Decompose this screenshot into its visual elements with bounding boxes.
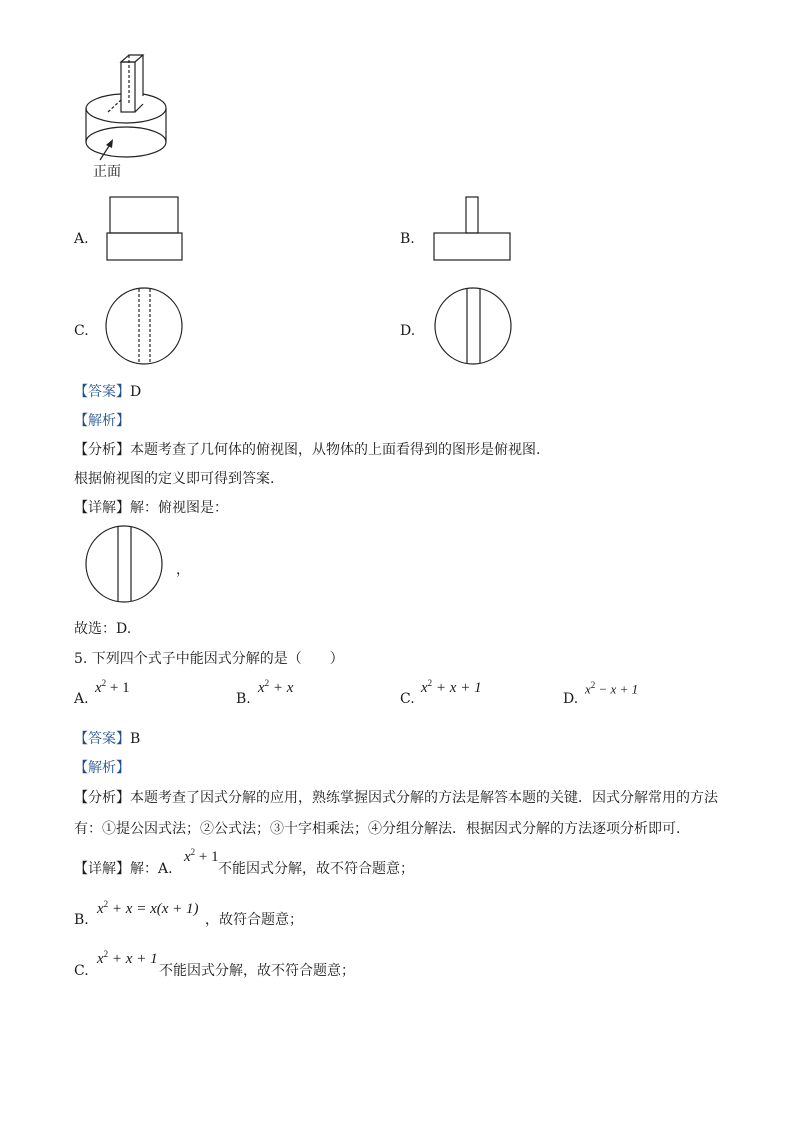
q4-detail: 【详解】解：俯视图是： [74, 500, 228, 516]
q4-analysis-heading: 【解析】 [74, 413, 130, 429]
q5-option-d-letter: D. [563, 691, 579, 707]
q5-detail-a-expr: $x^2 + 1$ [184, 847, 219, 865]
q5-detail-lead: 【详解】解：A. [74, 861, 173, 877]
q4-conclusion: 故选：D. [74, 621, 132, 637]
q5-detail-b-expr: $x^2 + x = x(x + 1)$ [97, 899, 199, 917]
option-b-letter: B. [400, 231, 415, 247]
q5-detail-c-letter: C. [74, 963, 89, 979]
q5-answer: 【答案】B [74, 731, 141, 747]
q4-analysis-line2: 根据俯视图的定义即可得到答案. [74, 471, 275, 487]
q5-option-d-expr: $x^2 - x + 1$ [585, 680, 639, 697]
option-a-letter: A. [74, 231, 89, 247]
q5-option-a-letter: A. [74, 691, 89, 707]
q5-stem: 5. 下列四个式子中能因式分解的是（ ） [74, 651, 344, 667]
q4-analysis-line1: 【分析】本题考查了几何体的俯视图，从物体的上面看得到的图形是俯视图. [74, 442, 541, 458]
q5-detail-c-expr: $x^2 + x + 1$ [97, 949, 158, 967]
q5-detail-b-rest: ，故符合题意； [205, 912, 303, 928]
q5-detail-b-letter: B. [74, 912, 89, 928]
q5-option-c-letter: C. [400, 691, 415, 707]
q4-detail-comma: ， [176, 562, 190, 578]
q5-analysis-line1: 【分析】本题考查了因式分解的应用，熟练掌握因式分解的方法是解答本题的关键．因式分解常用的方法 [74, 790, 718, 806]
front-label: 正面 [93, 164, 121, 180]
option-c-letter: C. [74, 323, 89, 339]
q5-detail-a-rest: 不能因式分解，故不符合题意； [218, 861, 414, 877]
q4-answer: 【答案】D [74, 384, 142, 400]
q5-option-b-expr: $x^2 + x$ [258, 678, 294, 696]
q5-detail-c-rest: 不能因式分解，故不符合题意； [159, 963, 355, 979]
q5-analysis-heading: 【解析】 [74, 760, 130, 776]
q5-option-a-expr: $x^2 + 1$ [95, 678, 130, 696]
option-d-letter: D. [400, 323, 416, 339]
q5-analysis-line2: 有：①提公因式法；②公式法；③十字相乘法；④分组分解法．根据因式分解的方法逐项分析即可. [74, 821, 681, 837]
q5-option-c-expr: $x^2 + x + 1$ [421, 678, 482, 696]
q5-option-b-letter: B. [236, 691, 251, 707]
